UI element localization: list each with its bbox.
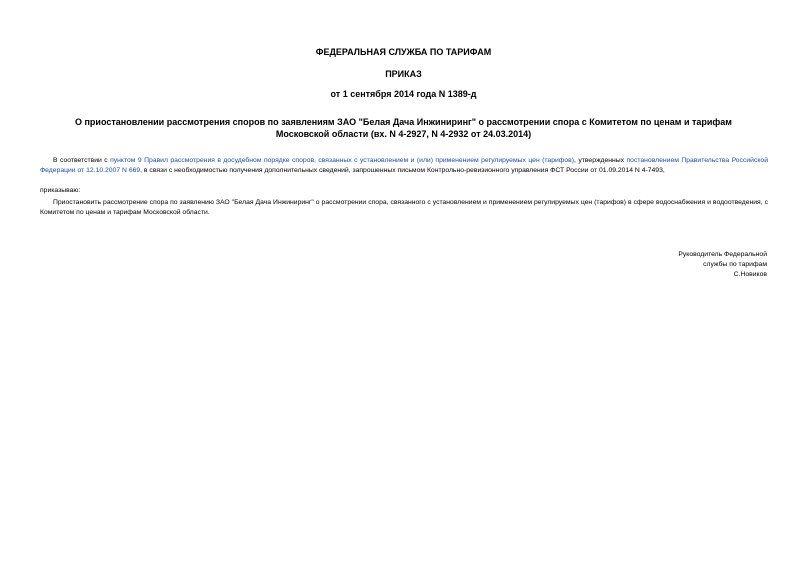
paragraph-order-text: Приостановить рассмотрение спора по заявлению ЗАО "Белая Дача Инжиниринг" о рассмотрении спора, связанного с установлением и применением регулируемых цен (тарифов) в сфере водоснабжения и водоотведения, с Комитетом по ценам и тарифам Московской области. — [40, 199, 768, 216]
link-rules-clause-9[interactable]: пунктом 9 Правил рассмотрения в досудебном порядке споров, связанных с установлением и (или) применением регулируемых цен (тарифов) — [110, 157, 575, 164]
document-title: О приостановлении рассмотрения споров по заявлениям ЗАО "Белая Дача Инжиниринг" о рассмотрении спора с Комитетом по ценам и тарифам Московской области (вх. N 4-2927, N 4-2932 от 24.03.2014) — [75, 117, 732, 139]
paragraph-basis-mid: , утвержденных — [574, 157, 627, 164]
signature-position-line1: Руководитель Федеральной — [678, 251, 767, 258]
paragraph-basis-prefix: В соответствии с — [53, 157, 111, 164]
link-government-rf[interactable]: Правительства Российской Федерации от 12.10.2007 N 669 — [40, 157, 769, 174]
document-date: от 1 сентября 2014 года N 1389-д — [330, 89, 477, 99]
paragraph-order-word: приказываю: — [40, 187, 81, 194]
link-resolution[interactable]: постановлением — [626, 157, 679, 164]
signature-position-line2: службы по тарифам — [703, 261, 767, 268]
document-type: ПРИКАЗ — [385, 69, 422, 79]
signature-name: С.Новиков — [733, 271, 767, 278]
signature-block — [678, 250, 767, 280]
agency-name: ФЕДЕРАЛЬНАЯ СЛУЖБА ПО ТАРИФАМ — [315, 47, 492, 57]
paragraph-basis — [40, 156, 768, 176]
paragraph-basis-suffix: , в связи с необходимостью получения дополнительных сведений, запрошенных письмом Контрольно-ревизионного управления ФСТ России от 01.09.2014 N 4-7493, — [140, 167, 665, 174]
